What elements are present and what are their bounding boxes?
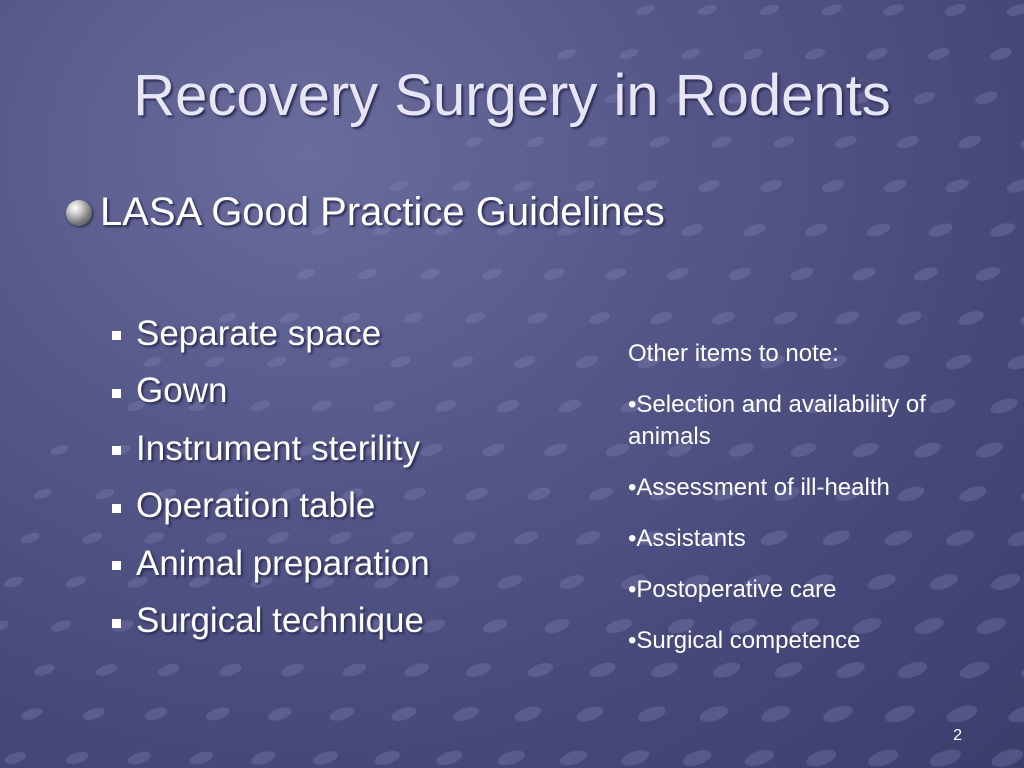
pattern-dot	[575, 704, 606, 725]
list-item	[112, 305, 430, 363]
pattern-dot	[543, 616, 572, 635]
pattern-dot	[758, 3, 780, 18]
pattern-dot	[912, 265, 940, 284]
pattern-dot	[743, 747, 776, 768]
pattern-dot	[804, 221, 830, 238]
pattern-dot	[820, 177, 845, 194]
pattern-dot	[680, 222, 704, 238]
pattern-dot	[434, 573, 461, 591]
slide-number: 2	[953, 727, 962, 744]
pattern-dot	[558, 572, 586, 591]
pattern-dot	[3, 750, 28, 767]
pattern-dot	[804, 747, 838, 768]
pattern-dot	[65, 749, 90, 766]
pattern-dot	[496, 748, 526, 768]
pattern-dot	[928, 746, 963, 768]
square-bullet-icon	[112, 331, 121, 340]
notes-box	[628, 338, 998, 676]
pattern-dot	[481, 441, 506, 458]
pattern-dot	[525, 135, 546, 149]
pattern-dot	[1006, 527, 1024, 549]
pattern-dot	[464, 135, 484, 149]
pattern-dot	[604, 266, 628, 282]
pattern-dot	[311, 748, 339, 767]
pattern-dot	[759, 178, 784, 195]
pattern-dot	[649, 310, 674, 327]
pattern-dot	[821, 703, 855, 726]
pattern-dot	[95, 662, 119, 678]
slide-title: Recovery Surgery in Rodents	[133, 63, 891, 128]
pattern-dot	[464, 485, 490, 502]
pattern-dot	[710, 134, 733, 150]
pattern-dot	[649, 134, 671, 149]
pattern-dot	[126, 749, 152, 767]
pattern-dot	[328, 705, 356, 724]
pattern-dot	[697, 178, 721, 194]
pattern-dot	[81, 530, 103, 545]
pattern-dot	[20, 531, 42, 546]
pattern-dot	[543, 441, 569, 459]
list-item-text: Gown	[136, 371, 228, 411]
note-item: •Assessment of ill-health	[628, 474, 890, 501]
pattern-dot	[513, 529, 540, 547]
pattern-dot	[526, 310, 550, 326]
pattern-dot	[943, 2, 967, 18]
pattern-dot	[865, 221, 891, 239]
pattern-dot	[156, 662, 181, 679]
square-bullet-icon	[112, 446, 121, 455]
pattern-dot	[866, 746, 901, 768]
pattern-dot	[403, 661, 431, 680]
main-bullet	[66, 190, 665, 235]
pattern-dot	[557, 47, 577, 61]
pattern-dot	[587, 485, 614, 503]
pattern-dot	[512, 354, 537, 371]
pattern-dot	[927, 46, 951, 63]
pattern-dot	[1005, 177, 1024, 196]
pattern-dot	[373, 748, 402, 768]
pattern-dot	[957, 308, 986, 327]
pattern-dot	[895, 134, 920, 151]
list-item-text: Separate space	[136, 313, 382, 353]
pattern-dot	[419, 267, 441, 282]
pattern-dot	[989, 746, 1024, 768]
pattern-dot	[1018, 133, 1024, 151]
pattern-dot	[883, 702, 917, 725]
main-bullet-text: LASA Good Practice Guidelines	[100, 190, 665, 234]
pattern-dot	[341, 661, 368, 679]
pattern-dot	[619, 747, 651, 768]
pattern-dot	[434, 398, 458, 414]
pattern-dot	[742, 222, 767, 239]
list-item-text: Surgical technique	[136, 601, 424, 641]
pattern-dot	[697, 3, 718, 17]
pattern-dot	[390, 704, 419, 723]
pattern-dot	[0, 618, 10, 633]
pattern-dot	[882, 177, 908, 195]
pattern-dot	[895, 309, 923, 328]
pattern-dot	[451, 354, 475, 370]
list-item	[112, 363, 430, 421]
pattern-dot	[957, 133, 983, 150]
pattern-dot	[710, 309, 736, 326]
pattern-dot	[727, 265, 752, 282]
pattern-dot	[279, 661, 305, 679]
pattern-dot	[64, 574, 87, 589]
pattern-dot	[451, 704, 480, 724]
pattern-dot	[742, 46, 764, 61]
pattern-dot	[526, 660, 555, 680]
list-item	[112, 420, 430, 478]
pattern-dot	[604, 441, 631, 459]
pattern-dot	[574, 529, 602, 548]
pattern-dot	[666, 266, 691, 283]
pattern-dot	[496, 398, 521, 415]
pattern-dot	[20, 706, 44, 722]
pattern-dot	[526, 485, 552, 503]
pattern-dot	[974, 264, 1002, 283]
pattern-dot	[435, 748, 465, 768]
pattern-dot	[1019, 483, 1024, 505]
pattern-dot	[618, 47, 639, 61]
pattern-dot	[81, 706, 106, 723]
pattern-dot	[451, 529, 478, 547]
pattern-dot	[772, 134, 796, 150]
pattern-dot	[218, 661, 243, 678]
pattern-dot	[698, 703, 730, 725]
pattern-dot	[988, 45, 1013, 62]
list-item-text: Instrument sterility	[136, 428, 420, 468]
pattern-dot	[513, 704, 543, 724]
list-item-text: Operation table	[136, 486, 376, 526]
pattern-dot	[33, 662, 56, 678]
pattern-dot	[927, 221, 954, 239]
note-item: •Surgical competence	[628, 627, 861, 654]
pattern-dot	[49, 443, 69, 457]
pattern-dot	[834, 309, 861, 327]
note-item: •Selection and availability of animals	[628, 391, 926, 450]
pattern-dot	[850, 265, 877, 283]
list-item	[112, 593, 430, 651]
pattern-dot	[680, 47, 702, 62]
pattern-dot	[989, 221, 1017, 240]
pattern-dot	[574, 353, 599, 370]
pattern-dot	[481, 266, 504, 281]
pattern-dot	[542, 266, 565, 282]
pattern-dot	[635, 3, 656, 17]
square-bullet-icon	[112, 561, 121, 570]
pattern-dot	[944, 177, 971, 195]
list-item-text: Animal preparation	[136, 543, 430, 583]
pattern-dot	[558, 748, 589, 768]
note-item: •Postoperative care	[628, 576, 837, 603]
pattern-dot	[587, 135, 609, 150]
pattern-dot	[882, 2, 905, 18]
pattern-dot	[250, 749, 277, 768]
pattern-dot	[587, 310, 611, 326]
pattern-dot	[1019, 658, 1024, 681]
pattern-dot	[759, 703, 792, 725]
pattern-dot	[481, 617, 509, 636]
pattern-dot	[636, 703, 667, 724]
sphere-bullet-icon	[66, 200, 92, 226]
pattern-dot	[1006, 352, 1024, 372]
notes-heading: Other items to note:	[628, 340, 839, 367]
pattern-dot	[588, 660, 618, 680]
pattern-dot	[944, 702, 979, 726]
pattern-dot	[50, 618, 73, 634]
pattern-dot	[1005, 2, 1024, 19]
pattern-dot	[789, 265, 815, 283]
pattern-dot	[557, 397, 583, 414]
square-bullet-icon	[112, 619, 121, 628]
pattern-dot	[33, 487, 54, 501]
pattern-dot	[865, 46, 889, 62]
pattern-dot	[357, 267, 378, 281]
pattern-dot	[1006, 702, 1024, 726]
pattern-dot	[820, 2, 843, 17]
note-item: •Assistants	[628, 525, 746, 552]
pattern-dot	[803, 46, 826, 62]
pattern-dot	[1019, 308, 1024, 328]
pattern-dot	[464, 660, 492, 679]
pattern-dot	[266, 705, 293, 723]
pattern-dot	[833, 134, 857, 151]
pattern-dot	[3, 575, 25, 590]
square-bullet-icon	[112, 389, 121, 398]
list-item	[112, 478, 430, 536]
pattern-dot	[772, 309, 798, 327]
sub-bullet-list	[112, 305, 430, 650]
pattern-dot	[681, 747, 713, 768]
pattern-dot	[464, 310, 487, 325]
list-item	[112, 535, 430, 593]
pattern-dot	[143, 705, 169, 722]
pattern-dot	[205, 705, 231, 723]
pattern-dot	[496, 573, 524, 592]
pattern-dot	[296, 267, 316, 281]
pattern-dot	[188, 749, 215, 767]
square-bullet-icon	[112, 504, 121, 513]
